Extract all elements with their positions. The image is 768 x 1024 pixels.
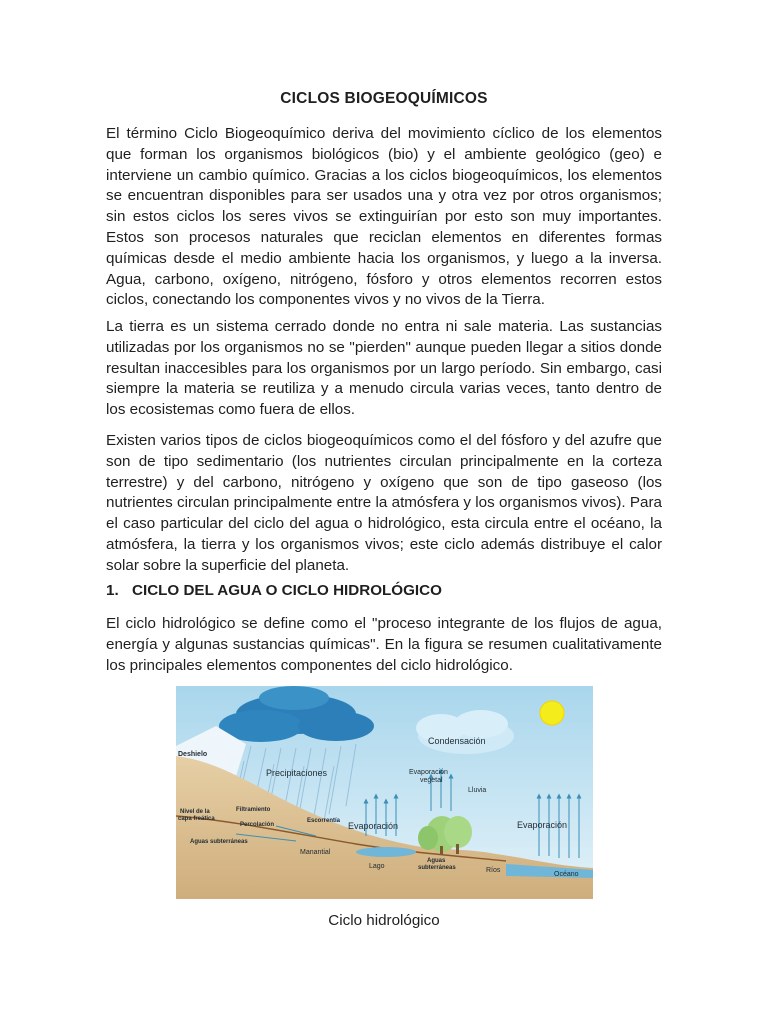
paragraph-closed-system: La tierra es un sistema cerrado donde no entra ni sale materia. Las sustancias utilizadas por los organismos no se "pierden" aunque pueden llegar a sitios donde resultan inaccesibles para los organismos por un largo período. Sin embargo, casi siempre la materia se reutiliza y a menudo circula varias veces, tanto dentro de los ecosistemas como fuera de ellos.	[106, 318, 662, 419]
label-evaporacion-centro: Evaporación	[348, 821, 399, 831]
paragraph-cycle-types: Existen varios tipos de ciclos biogeoquímicos como el del fósforo y del azufre que son de tipo sedimentario (los nutrientes circulan principalmente en la corteza terrestre) y del carbono, nitrógeno y oxígeno que son de tipo gaseoso (los nutrientes circulan principalmente entre la atmósfera y los organismos vivos). Para el caso particular del ciclo del agua o hidrológico, esta circula entre el océano, la atmósfera, la tierra y los organismos vivos; este ciclo además distribuye el calor solar sobre la superficie del planeta.	[106, 432, 662, 574]
section-heading-text: CICLO DEL AGUA O CICLO HIDROLÓGICO	[132, 582, 442, 599]
label-nivel-1: Nivel de la	[180, 809, 210, 815]
label-precipitaciones: Precipitaciones	[266, 768, 328, 778]
label-evaporacion-vegetal-1: Evaporación	[409, 769, 448, 776]
label-escorrentia: Escorrentía	[307, 818, 341, 824]
label-aguas-subterraneas: Aguas subterráneas	[190, 839, 248, 845]
label-filtramiento: Filtramiento	[236, 807, 271, 813]
label-aguas-sub-2-2: subterráneas	[418, 865, 456, 871]
section-number: 1.	[106, 582, 119, 599]
lake	[356, 847, 416, 857]
label-evaporacion-derecha: Evaporación	[517, 820, 568, 830]
label-rios: Ríos	[486, 867, 501, 874]
label-lluvia: Lluvia	[468, 787, 487, 794]
water-cycle-figure	[176, 686, 593, 899]
section-heading	[106, 582, 442, 599]
condensation-cloud-icon	[416, 710, 514, 754]
label-evaporacion-vegetal-2: vegetal	[420, 777, 443, 784]
paragraph-intro: El término Ciclo Biogeoquímico deriva del movimiento cíclico de los elementos que forman los organismos biológicos (bio) y el ambiente geológico (geo) e interviene un cambio químico. Gracias a los ciclos biogeoquímicos, los elementos se encuentran disponibles para ser usados una y otra vez por otros organismos; sin estos ciclos los seres vivos se extinguirían por esto son muy importantes. Estos son procesos naturales que reciclan elementos en diferentes formas químicas desde el medio ambiente hacia los organismos, y luego a la inversa. Agua, carbono, oxígeno, nitrógeno, fósforo y otros elementos recorren estos ciclos, conectando los componentes vivos y no vivos de la Tierra.	[106, 125, 662, 309]
label-percolacion: Percolación	[240, 822, 275, 828]
label-lago: Lago	[369, 863, 385, 870]
label-aguas-sub-2-1: Aguas	[427, 858, 446, 864]
label-condensacion: Condensación	[428, 736, 486, 746]
label-oceano: Océano	[554, 871, 579, 878]
document-title: CICLOS BIOGEOQUÍMICOS	[280, 90, 488, 107]
paragraph-hydrologic-definition: El ciclo hidrológico se define como el "proceso integrante de los flujos de agua, energía y algunas sustancias químicas". En la figura se resumen cualitativamente los principales elementos componentes del ciclo hidrológico.	[106, 615, 662, 674]
sun-icon	[540, 701, 564, 725]
label-manantial: Manantial	[300, 849, 331, 856]
label-deshielo: Deshielo	[178, 751, 208, 758]
label-nivel-2: capa freática	[178, 816, 215, 822]
figure-caption: Ciclo hidrológico	[328, 912, 440, 929]
